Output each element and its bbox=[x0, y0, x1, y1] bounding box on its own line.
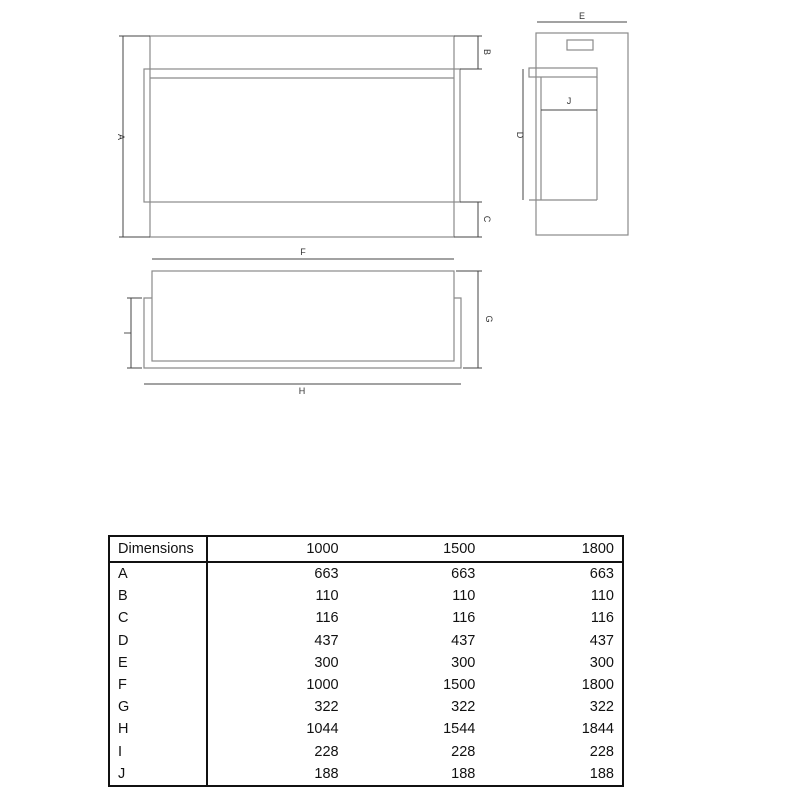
cell-value: 1044 bbox=[306, 721, 339, 738]
cell-value: 116 bbox=[452, 610, 476, 627]
table-row bbox=[109, 607, 623, 629]
cell-value: 437 bbox=[314, 632, 339, 649]
table-row bbox=[109, 652, 623, 674]
table-row bbox=[109, 763, 623, 786]
side-vent bbox=[567, 40, 593, 50]
cell-value: 322 bbox=[589, 699, 614, 716]
table-row bbox=[109, 562, 623, 585]
cell-value: 437 bbox=[589, 632, 614, 649]
dim-f-label: F bbox=[300, 247, 306, 257]
cell-value: 1800 bbox=[581, 677, 614, 694]
plan-inner-body bbox=[152, 271, 454, 361]
cell-value: 110 bbox=[315, 588, 339, 605]
cell-value: 300 bbox=[589, 654, 614, 671]
row-label: E bbox=[109, 652, 207, 674]
cell-value: 116 bbox=[315, 610, 339, 627]
header-dimensions: Dimensions bbox=[109, 536, 207, 562]
front-glass-panel bbox=[144, 69, 460, 202]
dim-d-label: D bbox=[515, 131, 525, 139]
table-row bbox=[109, 718, 623, 740]
table-row bbox=[109, 741, 623, 763]
cell-value: 300 bbox=[314, 654, 339, 671]
dim-b-label: B bbox=[482, 48, 492, 56]
row-label: J bbox=[109, 763, 207, 786]
cell-value: 300 bbox=[451, 654, 476, 671]
header-1800: 1800 bbox=[483, 536, 623, 562]
cell-value: 228 bbox=[589, 743, 614, 760]
cell-value: 188 bbox=[451, 765, 476, 782]
cell-value: 1544 bbox=[443, 721, 476, 738]
cell-value: 663 bbox=[314, 566, 339, 583]
row-label: B bbox=[109, 585, 207, 607]
cell-value: 116 bbox=[590, 610, 614, 627]
table-row bbox=[109, 674, 623, 696]
plan-view bbox=[122, 247, 494, 396]
dim-e-label: E bbox=[578, 11, 586, 21]
row-label: C bbox=[109, 607, 207, 629]
cell-value: 663 bbox=[451, 566, 476, 583]
cell-value: 322 bbox=[314, 699, 339, 716]
dim-c-label: C bbox=[482, 215, 492, 223]
cell-value: 322 bbox=[451, 699, 476, 716]
front-outer-frame bbox=[150, 36, 454, 237]
cell-value: 1000 bbox=[306, 677, 339, 694]
row-label: F bbox=[109, 674, 207, 696]
cell-value: 228 bbox=[451, 743, 476, 760]
cell-value: 188 bbox=[314, 765, 339, 782]
cell-value: 437 bbox=[451, 632, 476, 649]
dim-h-label: H bbox=[298, 386, 306, 396]
cell-value: 110 bbox=[590, 588, 614, 605]
row-label: H bbox=[109, 718, 207, 740]
row-label: I bbox=[109, 741, 207, 763]
row-label: G bbox=[109, 696, 207, 718]
cell-value: 228 bbox=[314, 743, 339, 760]
dim-j-label: J bbox=[566, 96, 572, 106]
row-label: A bbox=[109, 562, 207, 585]
side-outer-frame bbox=[536, 33, 628, 235]
dimensions-table bbox=[108, 535, 624, 787]
table-row bbox=[109, 630, 623, 652]
table-row bbox=[109, 696, 623, 718]
plan-outer-frame bbox=[144, 298, 461, 368]
cell-value: 188 bbox=[589, 765, 614, 782]
table-header-row bbox=[109, 536, 623, 562]
table-row bbox=[109, 585, 623, 607]
row-label: D bbox=[109, 630, 207, 652]
dim-i-label: I bbox=[122, 331, 132, 335]
dim-g-label: G bbox=[484, 315, 494, 323]
cell-value: 110 bbox=[452, 588, 476, 605]
header-1000: 1000 bbox=[207, 536, 347, 562]
header-1500: 1500 bbox=[347, 536, 484, 562]
front-view bbox=[116, 36, 492, 237]
side-view bbox=[515, 11, 628, 235]
cell-value: 1844 bbox=[581, 721, 614, 738]
cell-value: 663 bbox=[589, 566, 614, 583]
dim-a-label: A bbox=[116, 133, 126, 141]
cell-value: 1500 bbox=[443, 677, 476, 694]
side-top-ledge bbox=[529, 68, 597, 77]
